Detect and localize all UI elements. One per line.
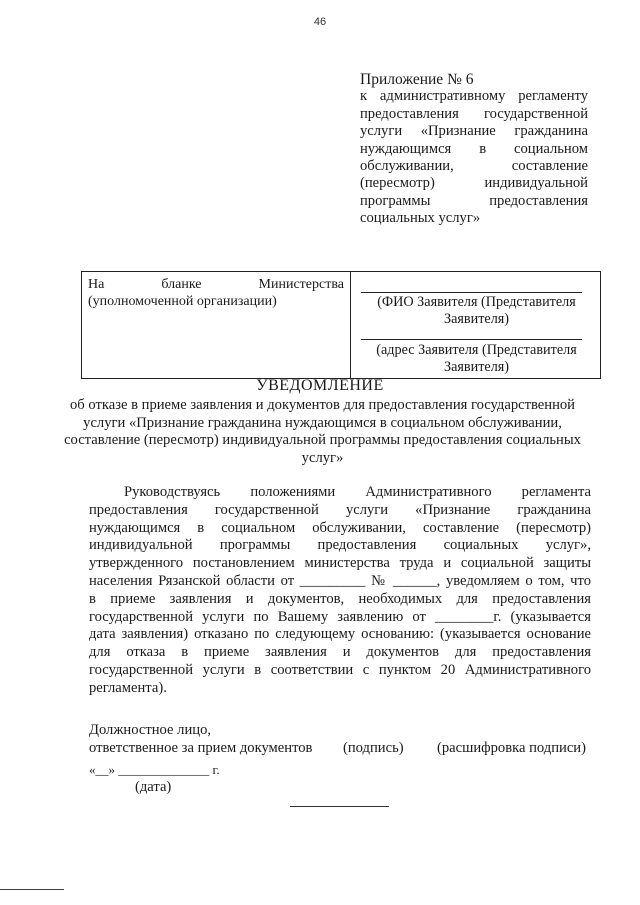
body-line: индивидуальной программы предоставления социальных услуг», xyxy=(89,537,591,554)
applicant-name-line xyxy=(361,292,582,293)
appendix-title: Приложение № 6 xyxy=(360,71,474,88)
letterhead-word: бланке xyxy=(161,277,202,292)
date-blank: «__» ______________ г. xyxy=(89,761,220,777)
scan-edge-line xyxy=(0,889,64,890)
page-number: 46 xyxy=(313,16,327,28)
header-table xyxy=(81,271,601,379)
body-line: населения Рязанской области от _________ № ______, уведомляем о том, что xyxy=(89,572,591,589)
signature-label: (подпись) xyxy=(343,739,404,756)
appendix-line: услуги «Признание гражданина xyxy=(360,123,588,140)
body-line: регламента). xyxy=(89,679,167,696)
appendix-line: нуждающимся в социальном xyxy=(360,140,588,157)
official-title: Должностное лицо, xyxy=(89,722,212,738)
signature-row xyxy=(89,740,599,758)
official-responsibility: ответственное за прием документов xyxy=(89,739,313,756)
footer-rule xyxy=(290,806,389,807)
notice-body xyxy=(89,484,591,698)
applicant-cell xyxy=(351,272,601,379)
applicant-address-label: (адрес Заявителя (Представителя Заявителя) xyxy=(376,342,577,375)
body-line: Руководствуясь положениями Административного регламента xyxy=(124,484,591,500)
appendix-line: социальных услуг» xyxy=(360,210,481,227)
applicant-name-label: (ФИО Заявителя (Представителя Заявителя) xyxy=(377,294,576,327)
body-line: государственной услуги по Вашему заявлению от ________г. (указывается xyxy=(89,608,591,625)
body-line: предоставления государственной услуги «Признание гражданина xyxy=(89,501,591,518)
applicant-address-line xyxy=(361,339,582,340)
appendix-line: обслуживании, составление xyxy=(360,158,588,175)
appendix-line: программы предоставления xyxy=(360,192,588,209)
body-line: нуждающимся в социальном обслуживании, составление (пересмотр) xyxy=(89,519,591,536)
notice-heading: УВЕДОМЛЕНИЕ xyxy=(256,377,384,394)
appendix-lines xyxy=(360,88,588,227)
date-label: (дата) xyxy=(135,779,172,796)
letterhead-line xyxy=(88,276,344,293)
appendix-line: к административному регламенту xyxy=(360,88,588,105)
letterhead-word: Министерства xyxy=(258,277,344,292)
signature-block xyxy=(89,722,599,797)
letterhead-cell xyxy=(82,272,351,379)
signature-decoding-label: (расшифровка подписи) xyxy=(437,739,586,756)
appendix-line: (пересмотр) индивидуальной xyxy=(360,175,588,192)
letterhead-word: На xyxy=(88,277,105,292)
body-line: в приеме заявления и документов, необходимых для предоставления xyxy=(89,590,591,607)
body-line: утвержденного постановлением министерства труда и социальной защиты xyxy=(89,555,591,572)
body-line: для отказа в приеме заявления и документов для предоставления xyxy=(89,644,591,661)
letterhead-organization: (уполномоченной организации) xyxy=(88,294,277,309)
notice-subheading: об отказе в приеме заявления и документов для предоставления государственной услуги «Признание гражданина нуждающимся в социальном обслуживании, составление (пересмотр) индивидуальной программы предоставления социальных услуг» xyxy=(64,397,581,466)
body-line: дата заявления) отказано по следующему основанию: (указывается основание xyxy=(89,626,591,643)
body-line: государственной услуги в соответствии с пунктом 20 Административного xyxy=(89,661,591,678)
appendix-block xyxy=(360,71,588,228)
appendix-line: предоставления государственной xyxy=(360,105,588,122)
